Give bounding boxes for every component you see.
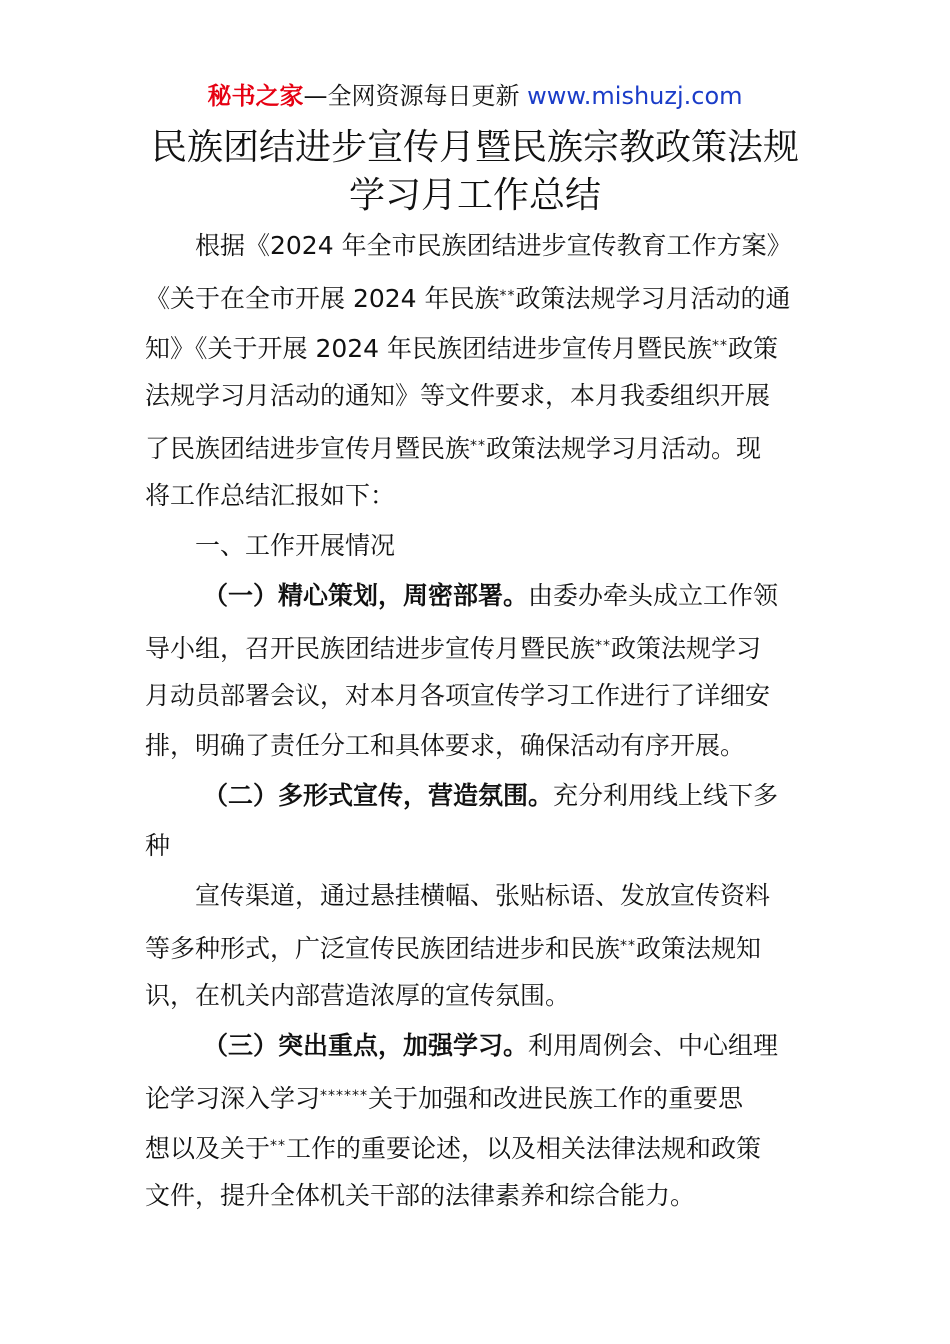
section-heading: 一、工作开展情况 [195, 531, 396, 560]
text-run: 了民族团结进步宣传月暨民族 [145, 434, 471, 463]
intro-paragraph [145, 221, 805, 521]
redaction-marks: ** [470, 438, 487, 454]
text-line [145, 571, 805, 621]
text-line: 月动员部署会议，对本月各项宣传学习工作进行了详细安 [145, 681, 771, 710]
text-line [145, 271, 805, 321]
text-run: 《关于在全市开展 2024 年民族 [145, 284, 500, 313]
text-run: 由委办牵头成立工作领 [528, 581, 779, 610]
redaction-marks: ****** [320, 1088, 369, 1104]
text-line: 将工作总结汇报如下： [145, 481, 396, 510]
text-run: 政策法规学习 [611, 634, 762, 663]
text-run: 工作的重要论述，以及相关法律法规和政策 [286, 1134, 762, 1163]
text-line: 文件，提升全体机关干部的法律素养和综合能力。 [145, 1181, 696, 1210]
redaction-marks: ** [620, 938, 637, 954]
text-line [145, 921, 805, 971]
text-run: 政策法规学习月活动。现 [486, 434, 762, 463]
redaction-marks: ** [712, 338, 729, 354]
site-header [0, 80, 950, 112]
text-run: 知》《关于开展 2024 年民族团结进步宣传月暨民族 [145, 334, 713, 363]
text-line: 识，在机关内部营造浓厚的宣传氛围。 [145, 981, 571, 1010]
title-line-2: 学习月工作总结 [348, 175, 601, 216]
text-line [145, 1121, 805, 1171]
redaction-marks: ** [595, 638, 612, 654]
site-brand: 秘书之家 [207, 82, 304, 110]
text-line [145, 1021, 805, 1071]
site-tagline: —全网资源每日更新 [303, 82, 528, 110]
item-heading: （三）突出重点，加强学习。 [203, 1031, 529, 1060]
redaction-marks: ** [270, 1138, 287, 1154]
text-run: 等多种形式，广泛宣传民族团结进步和民族 [145, 934, 621, 963]
item-3-paragraph [145, 1021, 805, 1221]
site-url-link[interactable]: www.mishuzj.com [527, 82, 743, 110]
item-heading: （二）多形式宣传，营造氛围。 [203, 781, 554, 810]
text-line [145, 421, 805, 471]
text-line [145, 771, 805, 821]
text-run: 政策 [728, 334, 779, 363]
item-1-paragraph [145, 571, 805, 771]
item-heading: （一）精心策划，周密部署。 [203, 581, 529, 610]
text-line [145, 1071, 805, 1121]
title-line-1: 民族团结进步宣传月暨民族宗教政策法规 [150, 127, 799, 168]
text-run: 充分利用线上线下多 [553, 781, 779, 810]
text-line: 根据《2024 年全市民族团结进步宣传教育工作方案》 [195, 231, 792, 260]
text-line: 种 [145, 831, 171, 860]
document-body [145, 221, 805, 1221]
text-run: 论学习深入学习 [145, 1084, 321, 1113]
document-title [0, 124, 950, 220]
text-run: 利用周例会、中心组理 [528, 1031, 779, 1060]
item-2-paragraph [145, 771, 805, 1021]
text-run: 政策法规学习月活动的通 [515, 284, 791, 313]
text-line [145, 621, 805, 671]
text-line: 排，明确了责任分工和具体要求，确保活动有序开展。 [145, 731, 746, 760]
text-run: 导小组，召开民族团结进步宣传月暨民族 [145, 634, 596, 663]
text-line [145, 321, 805, 371]
text-run: 关于加强和改进民族工作的重要思 [368, 1084, 744, 1113]
text-line: 宣传渠道，通过悬挂横幅、张贴标语、发放宣传资料 [195, 881, 771, 910]
redaction-marks: ** [499, 288, 516, 304]
text-run: 政策法规知 [636, 934, 762, 963]
text-run: 想以及关于 [145, 1134, 271, 1163]
text-line: 法规学习月活动的通知》等文件要求，本月我委组织开展 [145, 381, 771, 410]
